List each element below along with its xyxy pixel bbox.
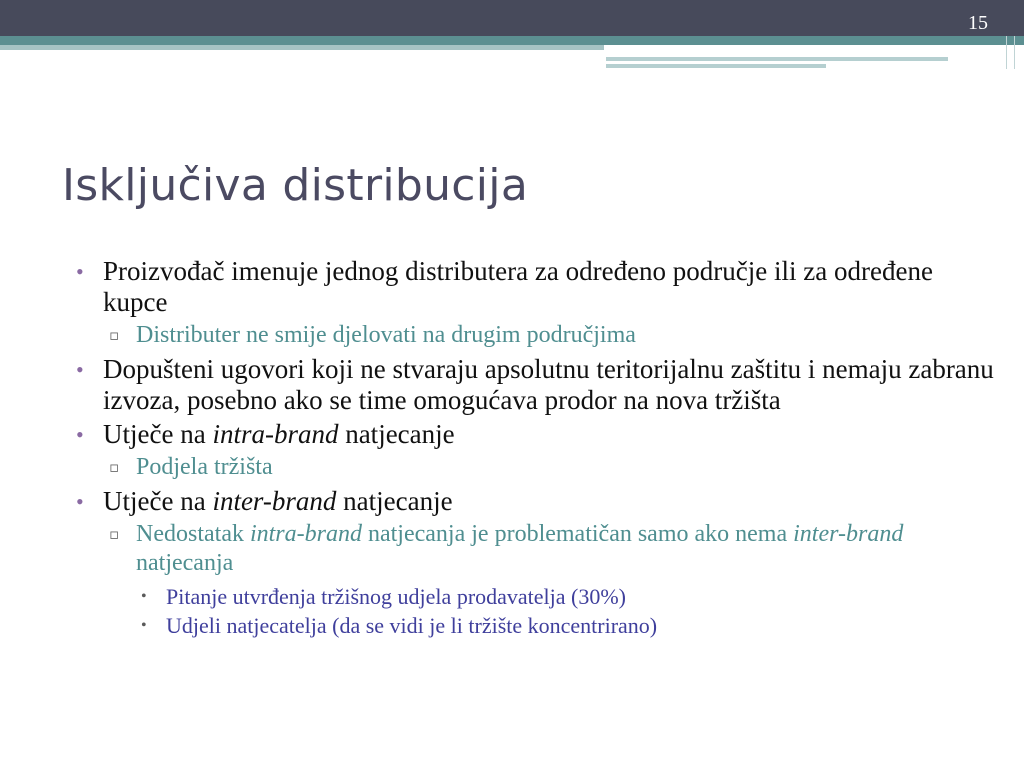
bullet-text-italic: intra-brand [249,521,362,547]
bullet-text-italic: inter-brand [793,521,904,547]
sub-bullet-item: ▫ Distributer ne smije djelovati na drugim područjima [0,321,1000,350]
bullet-text-italic: intra-brand [212,419,339,449]
bullet-item: • Proizvođač imenuje jednog distributera za određeno područje ili za određene kupce [0,256,1000,318]
sub-sub-bullet-item: • Udjeli natjecatelja (da se vidi je li tržište koncentrirano) [0,611,1000,640]
bullet-text: Utječe na [103,486,213,516]
header-stripe [606,57,948,61]
bullet-text: natjecanja [136,550,234,576]
sub-bullet-item: ▫ Podjela tržišta [0,453,1000,482]
header-accent-band [0,36,1024,45]
bullet-item [0,486,1000,517]
slide-title: Isključiva distribucija [62,160,529,211]
bullet-text: natjecanje [336,486,453,516]
page-number: 15 [968,12,988,34]
header-stripe [606,64,826,68]
bullet-text: natjecanja je problematičan samo ako nema [361,521,794,547]
header-stripe [0,45,604,50]
bullet-text: Nedostatak [136,521,250,547]
header-band [0,0,1024,36]
bullet-item [0,419,1000,450]
header-divider [1006,36,1007,69]
bullet-item: • Dopušteni ugovori koji ne stvaraju apsolutnu teritorijalnu zaštitu i nemaju zabranu izvoza, posebno ako se time omogućava prodor na nova tržišta [0,354,1000,416]
bullet-text: natjecanje [338,419,455,449]
slide-content [0,256,1000,640]
bullet-text: Utječe na [103,419,213,449]
header-divider [1014,36,1015,69]
sub-bullet-item [0,520,1000,578]
bullet-text-italic: inter-brand [212,486,337,516]
sub-sub-bullet-item: • Pitanje utvrđenja tržišnog udjela prodavatelja (30%) [0,582,1000,611]
